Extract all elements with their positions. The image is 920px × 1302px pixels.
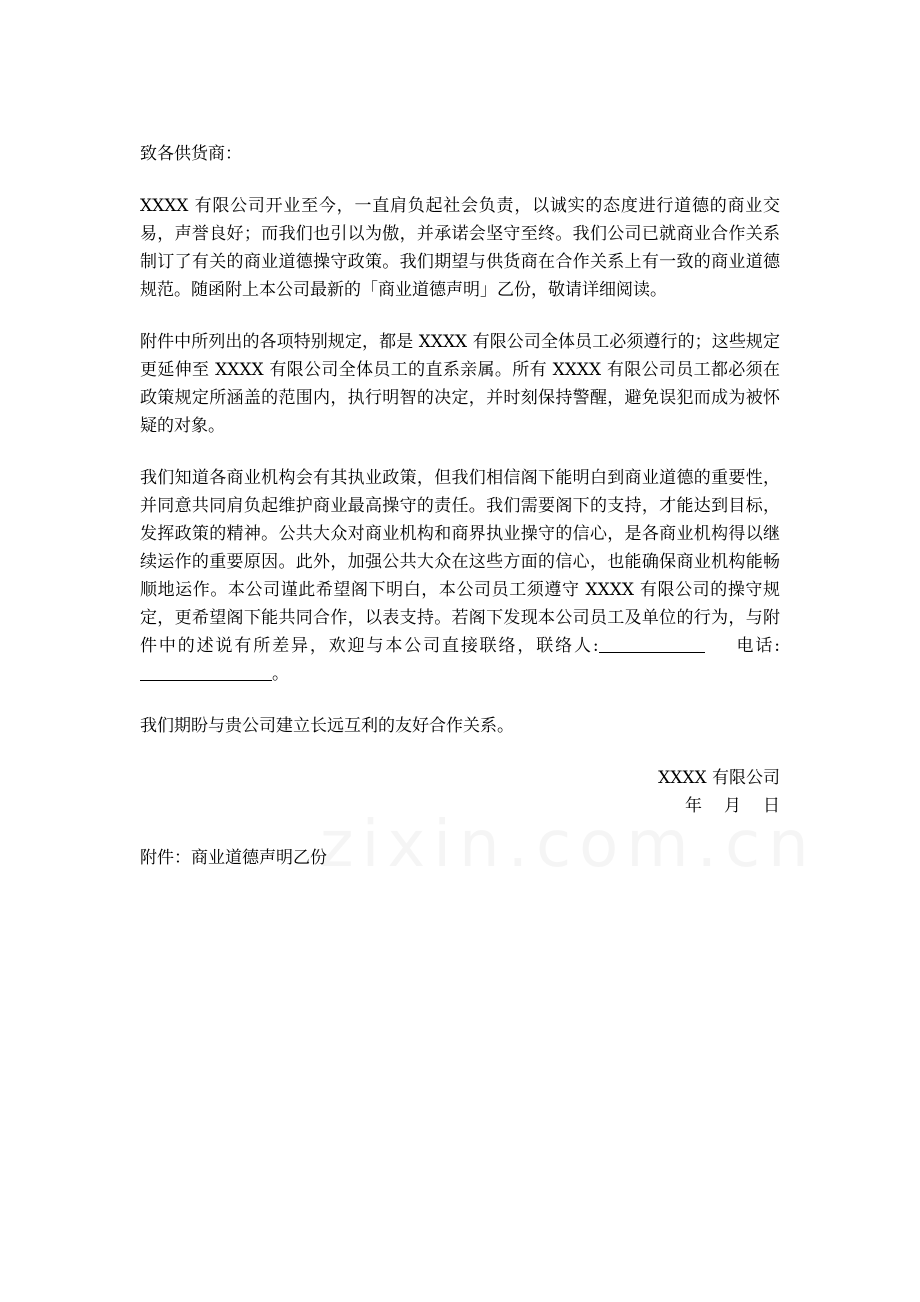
date-day: 日 [763, 796, 780, 816]
phone-blank [140, 662, 272, 681]
paragraph-3 [140, 464, 780, 688]
paragraph-2: 附件中所列出的各项特别规定，都是 XXXX 有限公司全体员工必须遵行的；这些规定更延伸至 XXXX 有限公司全体员工的直系亲属。所有 XXXX 有限公司员工都必须在政策规定所涵盖的范围内，执行明智的决定，并时刻保持警醒，避免误犯而成为被怀疑的对象。 [140, 332, 780, 436]
date-year: 年 [685, 796, 702, 816]
date-month: 月 [724, 796, 741, 816]
closing-period: 。 [272, 664, 289, 684]
contact-person-blank [599, 634, 705, 653]
signature-company: XXXX 有限公司 [658, 768, 780, 788]
letter-body [140, 140, 780, 872]
paragraph-3-text: 我们知道各商业机构会有其执业政策，但我们相信阁下能明白到商业道德的重要性，并同意共同肩负起维护商业最高操守的责任。我们需要阁下的支持，才能达到目标，发挥政策的精神。公共大众对商业机构和商界执业操守的信心，是各商业机构得以继续运作的重要原因。此外，加强公共大众在这些方面的信心，也能确保商业机构能畅顺地运作。本公司谨此希望阁下明白，本公司员工须遵守 XXXX 有限公司的操守规定，更希望阁下能共同合作，以表支持。若阁下发现本公司员工及单位的行为，与附件中的述说有所差异，欢迎与本公司直接联络，联络人: [140, 468, 780, 656]
attachment-note: 附件：商业道德声明乙份 [140, 848, 327, 868]
signature-date [140, 792, 780, 820]
signature-block [140, 764, 780, 820]
salutation: 致各供货商： [140, 144, 242, 164]
paragraph-4: 我们期盼与贵公司建立长远互利的友好合作关系。 [140, 716, 514, 736]
paragraph-1: XXXX 有限公司开业至今，一直肩负起社会负责，以诚实的态度进行道德的商业交易，声誉良好；而我们也引以为傲，并承诺会坚守至终。我们公司已就商业合作关系制订了有关的商业道德操守政策。我们期望与供货商在合作关系上有一致的商业道德规范。随函附上本公司最新的「商业道德声明」乙份，敬请详细阅读。 [140, 196, 780, 300]
phone-label: 电话: [734, 636, 780, 656]
